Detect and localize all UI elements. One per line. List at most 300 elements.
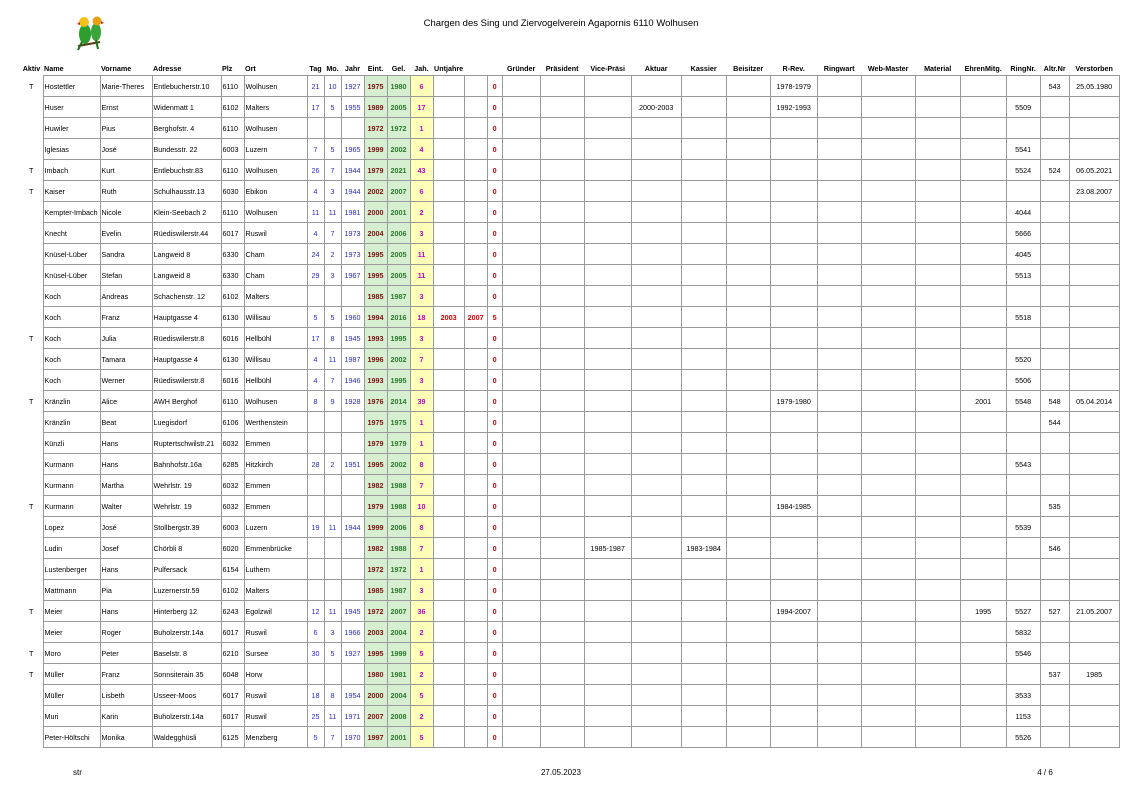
- table-cell: 5666: [1006, 223, 1040, 244]
- table-cell: 1996: [364, 349, 387, 370]
- table-cell: [20, 727, 43, 748]
- table-cell: [502, 328, 540, 349]
- column-header: Gründer: [506, 63, 536, 73]
- table-cell: Muri: [43, 706, 100, 727]
- table-cell: [631, 412, 681, 433]
- table-cell: [540, 433, 584, 454]
- column-header: Adresse: [153, 63, 182, 73]
- table-cell: [861, 412, 915, 433]
- table-cell: 6330: [221, 265, 244, 286]
- table-cell: 5: [307, 307, 324, 328]
- table-cell: [817, 349, 861, 370]
- table-cell: 7: [324, 223, 341, 244]
- table-cell: [861, 706, 915, 727]
- table-cell: 7: [324, 370, 341, 391]
- table-cell: 1979: [364, 433, 387, 454]
- table-cell: [1006, 664, 1040, 685]
- table-cell: [502, 160, 540, 181]
- table-cell: [433, 664, 464, 685]
- table-cell: 1989: [364, 97, 387, 118]
- table-cell: [726, 160, 770, 181]
- table-cell: [307, 412, 324, 433]
- table-cell: 524: [1040, 160, 1069, 181]
- table-cell: [681, 643, 726, 664]
- table-cell: [631, 517, 681, 538]
- table-cell: Meier: [43, 601, 100, 622]
- table-cell: [681, 328, 726, 349]
- table-cell: [464, 622, 487, 643]
- table-cell: Sandra: [100, 244, 152, 265]
- table-cell: [817, 160, 861, 181]
- table-cell: [20, 223, 43, 244]
- table-cell: [1069, 328, 1119, 349]
- table-cell: [631, 454, 681, 475]
- table-cell: [20, 622, 43, 643]
- table-row: [20, 727, 1119, 748]
- table-cell: [502, 475, 540, 496]
- table-cell: Egolzwil: [244, 601, 307, 622]
- table-cell: [631, 286, 681, 307]
- table-cell: 11: [324, 349, 341, 370]
- column-header: Ringwart: [823, 63, 855, 73]
- table-cell: [20, 580, 43, 601]
- table-cell: Hans: [100, 601, 152, 622]
- table-cell: [307, 559, 324, 580]
- table-cell: 1973: [341, 223, 364, 244]
- table-cell: [770, 118, 817, 139]
- table-cell: 1985: [364, 286, 387, 307]
- table-cell: [464, 643, 487, 664]
- table-cell: Mattmann: [43, 580, 100, 601]
- table-cell: [324, 286, 341, 307]
- table-cell: 7: [307, 139, 324, 160]
- table-cell: Schulhausstr.13: [152, 181, 221, 202]
- table-cell: [502, 454, 540, 475]
- table-cell: [540, 496, 584, 517]
- table-cell: [726, 727, 770, 748]
- table-cell: 5: [307, 727, 324, 748]
- table-cell: [726, 496, 770, 517]
- table-cell: 43: [410, 160, 433, 181]
- table-cell: [681, 454, 726, 475]
- table-cell: Lustenberger: [43, 559, 100, 580]
- table-cell: [915, 139, 960, 160]
- table-cell: [584, 223, 631, 244]
- table-cell: [726, 223, 770, 244]
- table-cell: Rüediswilerstr.8: [152, 370, 221, 391]
- table-cell: [341, 286, 364, 307]
- table-row: [20, 454, 1119, 475]
- table-cell: [341, 433, 364, 454]
- table-cell: [341, 538, 364, 559]
- table-cell: T: [29, 606, 34, 616]
- table-cell: 1975: [364, 412, 387, 433]
- table-cell: [817, 328, 861, 349]
- table-cell: [464, 727, 487, 748]
- table-cell: [1069, 622, 1119, 643]
- table-cell: 11: [324, 706, 341, 727]
- table-cell: 6110: [221, 76, 244, 97]
- table-cell: [726, 412, 770, 433]
- table-cell: [584, 286, 631, 307]
- table-cell: [341, 412, 364, 433]
- table-cell: [817, 685, 861, 706]
- table-cell: [20, 286, 43, 307]
- table-cell: Wolhusen: [244, 160, 307, 181]
- table-cell: [915, 97, 960, 118]
- table-cell: 1: [410, 559, 433, 580]
- table-cell: [631, 664, 681, 685]
- table-cell: 11: [324, 601, 341, 622]
- table-cell: 0: [487, 706, 502, 727]
- table-cell: [1069, 643, 1119, 664]
- table-cell: Pius: [100, 118, 152, 139]
- table-cell: [861, 475, 915, 496]
- table-cell: Koch: [43, 328, 100, 349]
- table-cell: [960, 433, 1006, 454]
- table-cell: [770, 454, 817, 475]
- table-cell: Buholzerstr.14a: [152, 622, 221, 643]
- table-cell: [960, 202, 1006, 223]
- table-cell: Kränzlin: [43, 391, 100, 412]
- table-cell: [770, 349, 817, 370]
- table-cell: 2000: [364, 685, 387, 706]
- table-cell: [1006, 286, 1040, 307]
- table-cell: [726, 370, 770, 391]
- table-cell: [540, 664, 584, 685]
- table-cell: [433, 412, 464, 433]
- table-cell: [915, 601, 960, 622]
- table-cell: [540, 475, 584, 496]
- table-cell: [502, 370, 540, 391]
- table-row: [20, 580, 1119, 601]
- table-cell: [540, 328, 584, 349]
- table-cell: [584, 307, 631, 328]
- table-cell: [1040, 559, 1069, 580]
- table-cell: 3533: [1006, 685, 1040, 706]
- table-cell: [1040, 202, 1069, 223]
- table-cell: [960, 685, 1006, 706]
- table-cell: 1972: [387, 559, 410, 580]
- table-cell: 6125: [221, 727, 244, 748]
- table-cell: 1987: [387, 580, 410, 601]
- table-cell: [915, 349, 960, 370]
- table-cell: [631, 433, 681, 454]
- table-cell: [960, 496, 1006, 517]
- table-cell: [770, 370, 817, 391]
- table-cell: [681, 76, 726, 97]
- table-cell: [915, 538, 960, 559]
- column-header: Mo.: [326, 63, 339, 73]
- table-cell: [464, 223, 487, 244]
- column-header: [487, 61, 502, 76]
- table-cell: [817, 601, 861, 622]
- table-cell: [1040, 349, 1069, 370]
- footer-date: 27.05.2023: [540, 768, 582, 777]
- table-cell: Entlebucherstr.10: [152, 76, 221, 97]
- column-header: Präsident: [545, 63, 579, 73]
- table-cell: [584, 118, 631, 139]
- table-cell: Kurmann: [43, 454, 100, 475]
- table-cell: [861, 622, 915, 643]
- table-cell: 2005: [387, 244, 410, 265]
- table-cell: [464, 454, 487, 475]
- table-cell: [1069, 307, 1119, 328]
- table-cell: 6003: [221, 517, 244, 538]
- table-cell: [960, 97, 1006, 118]
- table-cell: Ruswil: [244, 685, 307, 706]
- table-cell: [20, 349, 43, 370]
- table-cell: [960, 286, 1006, 307]
- table-cell: [817, 223, 861, 244]
- table-cell: [1040, 475, 1069, 496]
- table-cell: Knüsel-Lüber: [43, 244, 100, 265]
- table-cell: 1980: [364, 664, 387, 685]
- table-row: [20, 370, 1119, 391]
- table-cell: [584, 202, 631, 223]
- table-cell: [540, 580, 584, 601]
- table-cell: [770, 706, 817, 727]
- table-cell: [464, 286, 487, 307]
- table-cell: T: [29, 333, 34, 343]
- table-cell: [1069, 538, 1119, 559]
- table-cell: 26: [307, 160, 324, 181]
- column-header: Jahr: [344, 63, 361, 73]
- table-cell: [681, 601, 726, 622]
- table-cell: Lisbeth: [100, 685, 152, 706]
- table-cell: 1980: [387, 76, 410, 97]
- table-cell: [770, 538, 817, 559]
- table-cell: 0: [487, 349, 502, 370]
- table-body: [20, 76, 1119, 748]
- table-cell: [1040, 118, 1069, 139]
- table-cell: [861, 664, 915, 685]
- table-cell: [1040, 685, 1069, 706]
- table-cell: [681, 223, 726, 244]
- table-cell: [433, 454, 464, 475]
- table-cell: [1069, 370, 1119, 391]
- table-cell: [464, 601, 487, 622]
- table-cell: [631, 139, 681, 160]
- table-cell: [770, 580, 817, 601]
- table-cell: [681, 412, 726, 433]
- table-cell: 4: [307, 181, 324, 202]
- table-cell: [540, 559, 584, 580]
- table-cell: [681, 244, 726, 265]
- table-cell: [584, 517, 631, 538]
- table-cell: 11: [410, 265, 433, 286]
- table-cell: 30: [307, 643, 324, 664]
- table-cell: [770, 202, 817, 223]
- table-cell: [433, 517, 464, 538]
- table-cell: [464, 349, 487, 370]
- table-cell: 0: [487, 496, 502, 517]
- column-header: Material: [924, 63, 952, 73]
- column-header: Eint.: [367, 63, 384, 73]
- table-cell: [1040, 643, 1069, 664]
- table-cell: 2016: [387, 307, 410, 328]
- table-cell: Knüsel-Lüber: [43, 265, 100, 286]
- table-cell: 10: [324, 76, 341, 97]
- table-cell: Rüediswilerstr.44: [152, 223, 221, 244]
- table-cell: [433, 202, 464, 223]
- table-cell: Schachenstr. 12: [152, 286, 221, 307]
- table-cell: Evelin: [100, 223, 152, 244]
- table-cell: [540, 370, 584, 391]
- table-cell: Koch: [43, 370, 100, 391]
- table-cell: [433, 475, 464, 496]
- table-cell: [861, 643, 915, 664]
- column-header: R-Rev.: [782, 63, 805, 73]
- table-cell: Malters: [244, 97, 307, 118]
- table-cell: 1979: [387, 433, 410, 454]
- table-cell: [861, 181, 915, 202]
- column-header: Plz: [222, 63, 233, 73]
- table-cell: 5518: [1006, 307, 1040, 328]
- table-cell: [502, 538, 540, 559]
- table-cell: [861, 307, 915, 328]
- table-cell: 5527: [1006, 601, 1040, 622]
- table-cell: [502, 118, 540, 139]
- table-cell: 6102: [221, 580, 244, 601]
- table-cell: [464, 433, 487, 454]
- table-cell: [681, 559, 726, 580]
- header-row: [20, 61, 1119, 76]
- table-row: [20, 517, 1119, 538]
- table-cell: Sonnsiterain 35: [152, 664, 221, 685]
- table-cell: [681, 706, 726, 727]
- table-cell: 1988: [387, 538, 410, 559]
- table-cell: 2002: [387, 349, 410, 370]
- table-cell: [960, 181, 1006, 202]
- table-cell: Langweid 8: [152, 244, 221, 265]
- table-cell: [861, 118, 915, 139]
- table-cell: [502, 727, 540, 748]
- table-row: [20, 391, 1119, 412]
- table-cell: Kurt: [100, 160, 152, 181]
- table-cell: 8: [324, 328, 341, 349]
- table-cell: Beat: [100, 412, 152, 433]
- table-cell: [915, 76, 960, 97]
- table-cell: Kränzlin: [43, 412, 100, 433]
- table-cell: 1965: [341, 139, 364, 160]
- table-cell: [1069, 475, 1119, 496]
- table-cell: [502, 664, 540, 685]
- table-row: [20, 160, 1119, 181]
- table-cell: Tamara: [100, 349, 152, 370]
- table-cell: 0: [487, 685, 502, 706]
- table-cell: 1944: [341, 160, 364, 181]
- table-cell: Imbach: [43, 160, 100, 181]
- table-cell: 6017: [221, 706, 244, 727]
- table-row: [20, 685, 1119, 706]
- table-cell: [915, 202, 960, 223]
- table-cell: [861, 328, 915, 349]
- table-cell: 6: [410, 76, 433, 97]
- table-cell: [817, 454, 861, 475]
- table-cell: [631, 265, 681, 286]
- table-cell: [770, 517, 817, 538]
- table-cell: [861, 160, 915, 181]
- table-cell: [726, 286, 770, 307]
- table-cell: [584, 643, 631, 664]
- table-cell: [631, 349, 681, 370]
- table-cell: 537: [1040, 664, 1069, 685]
- table-cell: Werner: [100, 370, 152, 391]
- table-cell: [817, 370, 861, 391]
- table-cell: Hauptgasse 4: [152, 307, 221, 328]
- table-cell: 1: [410, 118, 433, 139]
- table-cell: Wolhusen: [244, 76, 307, 97]
- table-cell: [960, 475, 1006, 496]
- table-cell: 0: [487, 433, 502, 454]
- table-cell: [464, 496, 487, 517]
- table-cell: Luegisdorf: [152, 412, 221, 433]
- table-cell: 28: [307, 454, 324, 475]
- table-cell: [584, 265, 631, 286]
- table-cell: 4: [307, 223, 324, 244]
- table-cell: [464, 202, 487, 223]
- table-cell: [307, 433, 324, 454]
- table-cell: [1069, 559, 1119, 580]
- table-cell: [433, 76, 464, 97]
- table-cell: Nicole: [100, 202, 152, 223]
- table-cell: Ernst: [100, 97, 152, 118]
- table-cell: [1006, 328, 1040, 349]
- table-cell: [817, 412, 861, 433]
- table-cell: [20, 265, 43, 286]
- table-cell: 5548: [1006, 391, 1040, 412]
- table-cell: [502, 265, 540, 286]
- table-cell: 18: [410, 307, 433, 328]
- table-cell: [861, 496, 915, 517]
- table-row: [20, 328, 1119, 349]
- table-cell: [817, 622, 861, 643]
- table-cell: Bundesstr. 22: [152, 139, 221, 160]
- table-cell: [584, 181, 631, 202]
- table-cell: [915, 706, 960, 727]
- table-cell: 2000: [364, 202, 387, 223]
- column-header: Web-Master: [867, 63, 909, 73]
- column-header: Aktiv: [22, 63, 41, 73]
- table-cell: [915, 328, 960, 349]
- table-cell: [631, 307, 681, 328]
- table-cell: [307, 496, 324, 517]
- table-cell: [540, 538, 584, 559]
- table-cell: 2014: [387, 391, 410, 412]
- table-cell: 1993: [364, 370, 387, 391]
- table-cell: [20, 202, 43, 223]
- table-cell: [631, 223, 681, 244]
- table-cell: Bahnhofstr.16a: [152, 454, 221, 475]
- table-cell: [631, 580, 681, 601]
- table-cell: Knecht: [43, 223, 100, 244]
- table-cell: [307, 118, 324, 139]
- table-cell: [631, 601, 681, 622]
- table-cell: 5520: [1006, 349, 1040, 370]
- table-cell: [502, 517, 540, 538]
- table-cell: [1006, 433, 1040, 454]
- table-cell: [1040, 706, 1069, 727]
- table-cell: [540, 160, 584, 181]
- table-cell: [1069, 433, 1119, 454]
- table-cell: [1069, 727, 1119, 748]
- table-cell: Langweid 8: [152, 265, 221, 286]
- table-cell: 5506: [1006, 370, 1040, 391]
- table-cell: 8: [410, 454, 433, 475]
- table-cell: [502, 139, 540, 160]
- table-cell: [770, 412, 817, 433]
